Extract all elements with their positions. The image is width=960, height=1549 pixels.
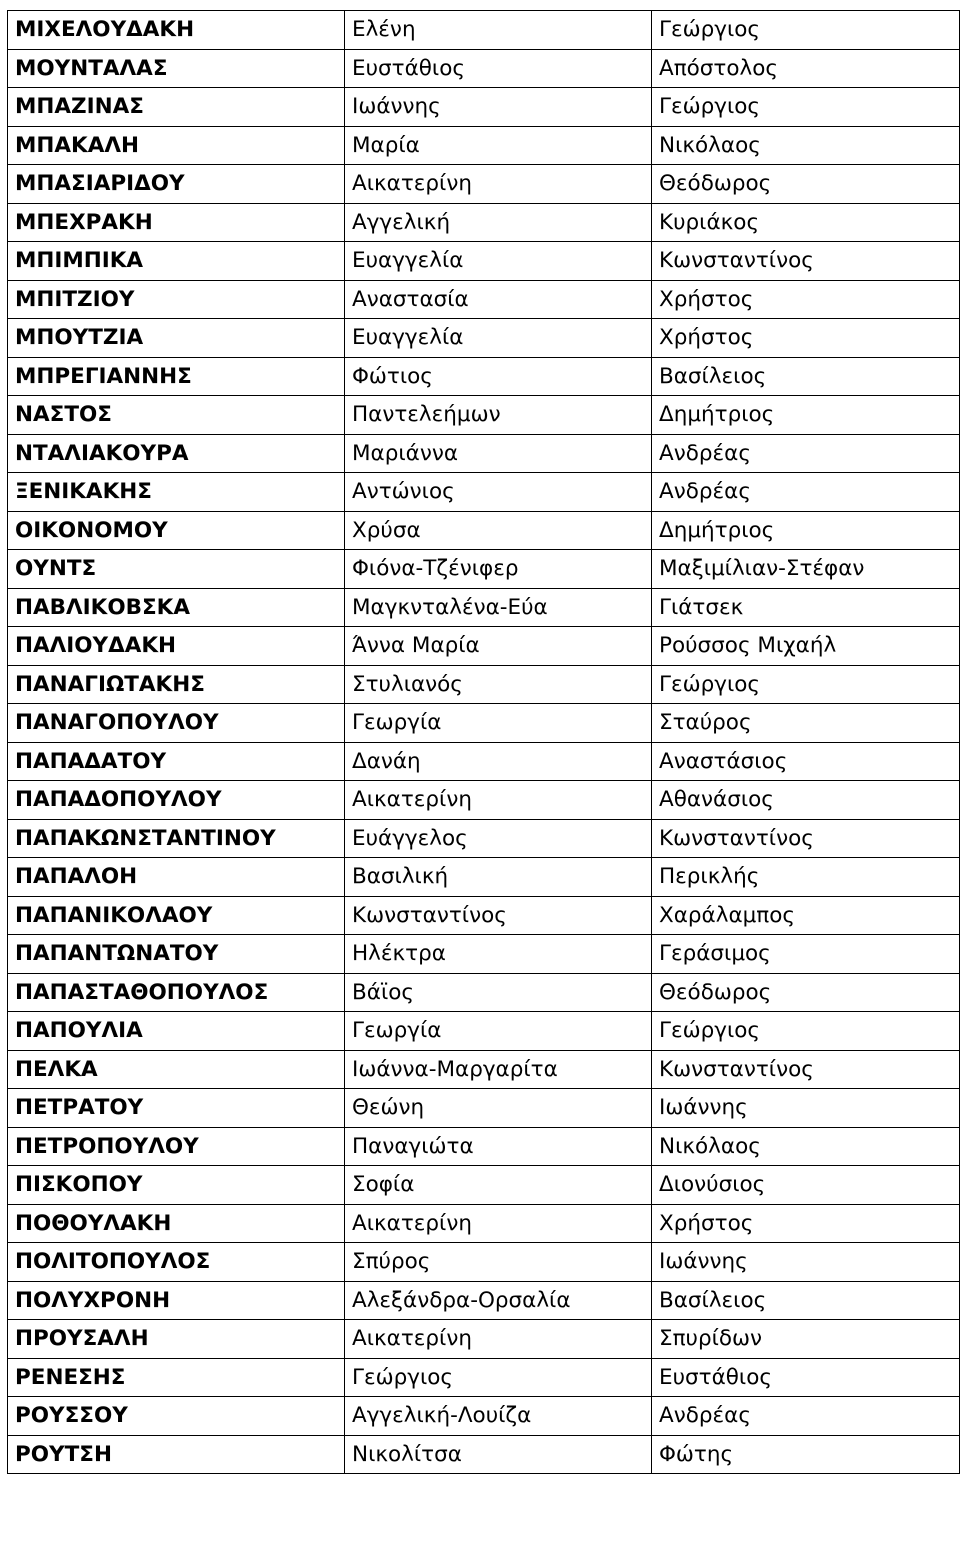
father-name-cell: Ιωάννης [652,1089,960,1128]
given-name-cell: Αντώνιος [345,473,652,512]
father-name-cell: Κωνσταντίνος [652,819,960,858]
given-name-cell: Βάϊος [345,973,652,1012]
given-name-cell: Μαρία [345,126,652,165]
surname-cell: ΝΑΣΤΟΣ [8,396,345,435]
father-name-cell: Χρήστος [652,1204,960,1243]
given-name-cell: Παντελεήμων [345,396,652,435]
given-name-cell: Ιωάννης [345,88,652,127]
surname-cell: ΠΟΛΥΧΡΟΝΗ [8,1281,345,1320]
given-name-cell: Αγγελική-Λουίζα [345,1397,652,1436]
surname-cell: ΠΑΠΑΚΩΝΣΤΑΝΤΙΝΟΥ [8,819,345,858]
surname-cell: ΠΑΛΙΟΥΔΑΚΗ [8,627,345,666]
father-name-cell: Απόστολος [652,49,960,88]
father-name-cell: Σπυρίδων [652,1320,960,1359]
father-name-cell: Φώτης [652,1435,960,1474]
table-row [8,357,960,396]
given-name-cell: Χρύσα [345,511,652,550]
father-name-cell: Νικόλαος [652,1127,960,1166]
surname-cell: ΠΑΠΑΔΟΠΟΥΛΟΥ [8,781,345,820]
surname-cell: ΜΠΑΖΙΝΑΣ [8,88,345,127]
table-row [8,280,960,319]
father-name-cell: Γεώργιος [652,1012,960,1051]
surname-cell: ΜΠΟΥΤΖΙΑ [8,319,345,358]
given-name-cell: Γεωργία [345,704,652,743]
father-name-cell: Αναστάσιος [652,742,960,781]
surname-cell: ΝΤΑΛΙΑΚΟΥΡΑ [8,434,345,473]
surname-cell: ΠΑΠΑΝΙΚΟΛΑΟΥ [8,896,345,935]
name-list-sheet [7,10,960,1474]
surname-cell: ΟΙΚΟΝΟΜΟΥ [8,511,345,550]
father-name-cell: Ανδρέας [652,434,960,473]
given-name-cell: Παναγιώτα [345,1127,652,1166]
father-name-cell: Δημήτριος [652,511,960,550]
given-name-cell: Νικολίτσα [345,1435,652,1474]
father-name-cell: Ανδρέας [652,1397,960,1436]
father-name-cell: Θεόδωρος [652,165,960,204]
surname-cell: ΠΕΤΡΟΠΟΥΛΟΥ [8,1127,345,1166]
surname-cell: ΟΥΝΤΣ [8,550,345,589]
surname-cell: ΜΠΙΤΖΙΟΥ [8,280,345,319]
table-row [8,781,960,820]
table-row [8,1089,960,1128]
table-row [8,49,960,88]
father-name-cell: Ευστάθιος [652,1358,960,1397]
surname-cell: ΜΠΕΧΡΑΚΗ [8,203,345,242]
table-row [8,473,960,512]
table-row [8,665,960,704]
table-row [8,1050,960,1089]
name-list-body [8,11,960,1474]
surname-cell: ΠΟΘΟΥΛΑΚΗ [8,1204,345,1243]
surname-cell: ΠΑΒΛΙΚΟΒΣΚΑ [8,588,345,627]
table-row [8,1166,960,1205]
father-name-cell: Δημήτριος [652,396,960,435]
table-row [8,1012,960,1051]
table-row [8,319,960,358]
table-row [8,1204,960,1243]
table-row [8,742,960,781]
table-row [8,1127,960,1166]
father-name-cell: Κυριάκος [652,203,960,242]
father-name-cell: Ιωάννης [652,1243,960,1282]
surname-cell: ΠΟΛΙΤΟΠΟΥΛΟΣ [8,1243,345,1282]
table-row [8,1320,960,1359]
given-name-cell: Σπύρος [345,1243,652,1282]
table-row [8,203,960,242]
given-name-cell: Αικατερίνη [345,1204,652,1243]
surname-cell: ΞΕΝΙΚΑΚΗΣ [8,473,345,512]
surname-cell: ΠΑΝΑΓΟΠΟΥΛΟΥ [8,704,345,743]
surname-cell: ΠΑΠΑΣΤΑΘΟΠΟΥΛΟΣ [8,973,345,1012]
father-name-cell: Περικλής [652,858,960,897]
given-name-cell: Ηλέκτρα [345,935,652,974]
father-name-cell: Γεράσιμος [652,935,960,974]
table-row [8,434,960,473]
table-row [8,973,960,1012]
given-name-cell: Ιωάννα-Μαργαρίτα [345,1050,652,1089]
table-row [8,896,960,935]
surname-cell: ΡΟΥΤΣΗ [8,1435,345,1474]
table-row [8,11,960,50]
father-name-cell: Βασίλειος [652,1281,960,1320]
table-row [8,165,960,204]
father-name-cell: Χαράλαμπος [652,896,960,935]
table-row [8,935,960,974]
given-name-cell: Θεώνη [345,1089,652,1128]
table-row [8,1243,960,1282]
father-name-cell: Γεώργιος [652,665,960,704]
given-name-cell: Ευστάθιος [345,49,652,88]
table-row [8,242,960,281]
table-row [8,1435,960,1474]
given-name-cell: Κωνσταντίνος [345,896,652,935]
father-name-cell: Κωνσταντίνος [652,1050,960,1089]
father-name-cell: Βασίλειος [652,357,960,396]
surname-cell: ΡΕΝΕΣΗΣ [8,1358,345,1397]
surname-cell: ΜΠΑΚΑΛΗ [8,126,345,165]
father-name-cell: Νικόλαος [652,126,960,165]
given-name-cell: Άννα Μαρία [345,627,652,666]
surname-cell: ΠΕΤΡΑΤΟΥ [8,1089,345,1128]
given-name-cell: Φώτιος [345,357,652,396]
given-name-cell: Ευαγγελία [345,319,652,358]
table-row [8,1281,960,1320]
given-name-cell: Αγγελική [345,203,652,242]
father-name-cell: Διονύσιος [652,1166,960,1205]
table-row [8,588,960,627]
given-name-cell: Μαγκνταλένα-Εύα [345,588,652,627]
given-name-cell: Ευάγγελος [345,819,652,858]
surname-cell: ΠΑΝΑΓΙΩΤΑΚΗΣ [8,665,345,704]
table-row [8,396,960,435]
given-name-cell: Γεώργιος [345,1358,652,1397]
given-name-cell: Σοφία [345,1166,652,1205]
given-name-cell: Αλεξάνδρα-Ορσαλία [345,1281,652,1320]
father-name-cell: Χρήστος [652,319,960,358]
surname-cell: ΠΑΠΟΥΛΙΑ [8,1012,345,1051]
surname-cell: ΠΑΠΑΛΟΗ [8,858,345,897]
surname-cell: ΠΙΣΚΟΠΟΥ [8,1166,345,1205]
given-name-cell: Ελένη [345,11,652,50]
name-list-table [7,10,960,1474]
given-name-cell: Αικατερίνη [345,781,652,820]
given-name-cell: Αναστασία [345,280,652,319]
given-name-cell: Βασιλική [345,858,652,897]
given-name-cell: Αικατερίνη [345,165,652,204]
table-row [8,1358,960,1397]
father-name-cell: Γεώργιος [652,88,960,127]
table-row [8,126,960,165]
surname-cell: ΜΠΙΜΠΙΚΑ [8,242,345,281]
surname-cell: ΠΑΠΑΝΤΩΝΑΤΟΥ [8,935,345,974]
father-name-cell: Γιάτσεκ [652,588,960,627]
surname-cell: ΡΟΥΣΣΟΥ [8,1397,345,1436]
father-name-cell: Χρήστος [652,280,960,319]
given-name-cell: Μαριάννα [345,434,652,473]
given-name-cell: Ευαγγελία [345,242,652,281]
surname-cell: ΜΠΡΕΓΙΑΝΝΗΣ [8,357,345,396]
surname-cell: ΜΠΑΣΙΑΡΙΔΟΥ [8,165,345,204]
surname-cell: ΜΟΥΝΤΑΛΑΣ [8,49,345,88]
surname-cell: ΠΕΛΚΑ [8,1050,345,1089]
father-name-cell: Κωνσταντίνος [652,242,960,281]
table-row [8,511,960,550]
surname-cell: ΠΑΠΑΔΑΤΟΥ [8,742,345,781]
table-row [8,627,960,666]
given-name-cell: Φιόνα-Τζένιφερ [345,550,652,589]
given-name-cell: Δανάη [345,742,652,781]
father-name-cell: Ανδρέας [652,473,960,512]
surname-cell: ΠΡΟΥΣΑΛΗ [8,1320,345,1359]
father-name-cell: Ρούσσος Μιχαήλ [652,627,960,666]
father-name-cell: Σταύρος [652,704,960,743]
table-row [8,704,960,743]
given-name-cell: Στυλιανός [345,665,652,704]
table-row [8,550,960,589]
father-name-cell: Θεόδωρος [652,973,960,1012]
given-name-cell: Γεωργία [345,1012,652,1051]
given-name-cell: Αικατερίνη [345,1320,652,1359]
table-row [8,88,960,127]
surname-cell: ΜΙΧΕΛΟΥΔΑΚΗ [8,11,345,50]
table-row [8,819,960,858]
father-name-cell: Μαξιμίλιαν-Στέφαν [652,550,960,589]
father-name-cell: Αθανάσιος [652,781,960,820]
father-name-cell: Γεώργιος [652,11,960,50]
table-row [8,858,960,897]
table-row [8,1397,960,1436]
